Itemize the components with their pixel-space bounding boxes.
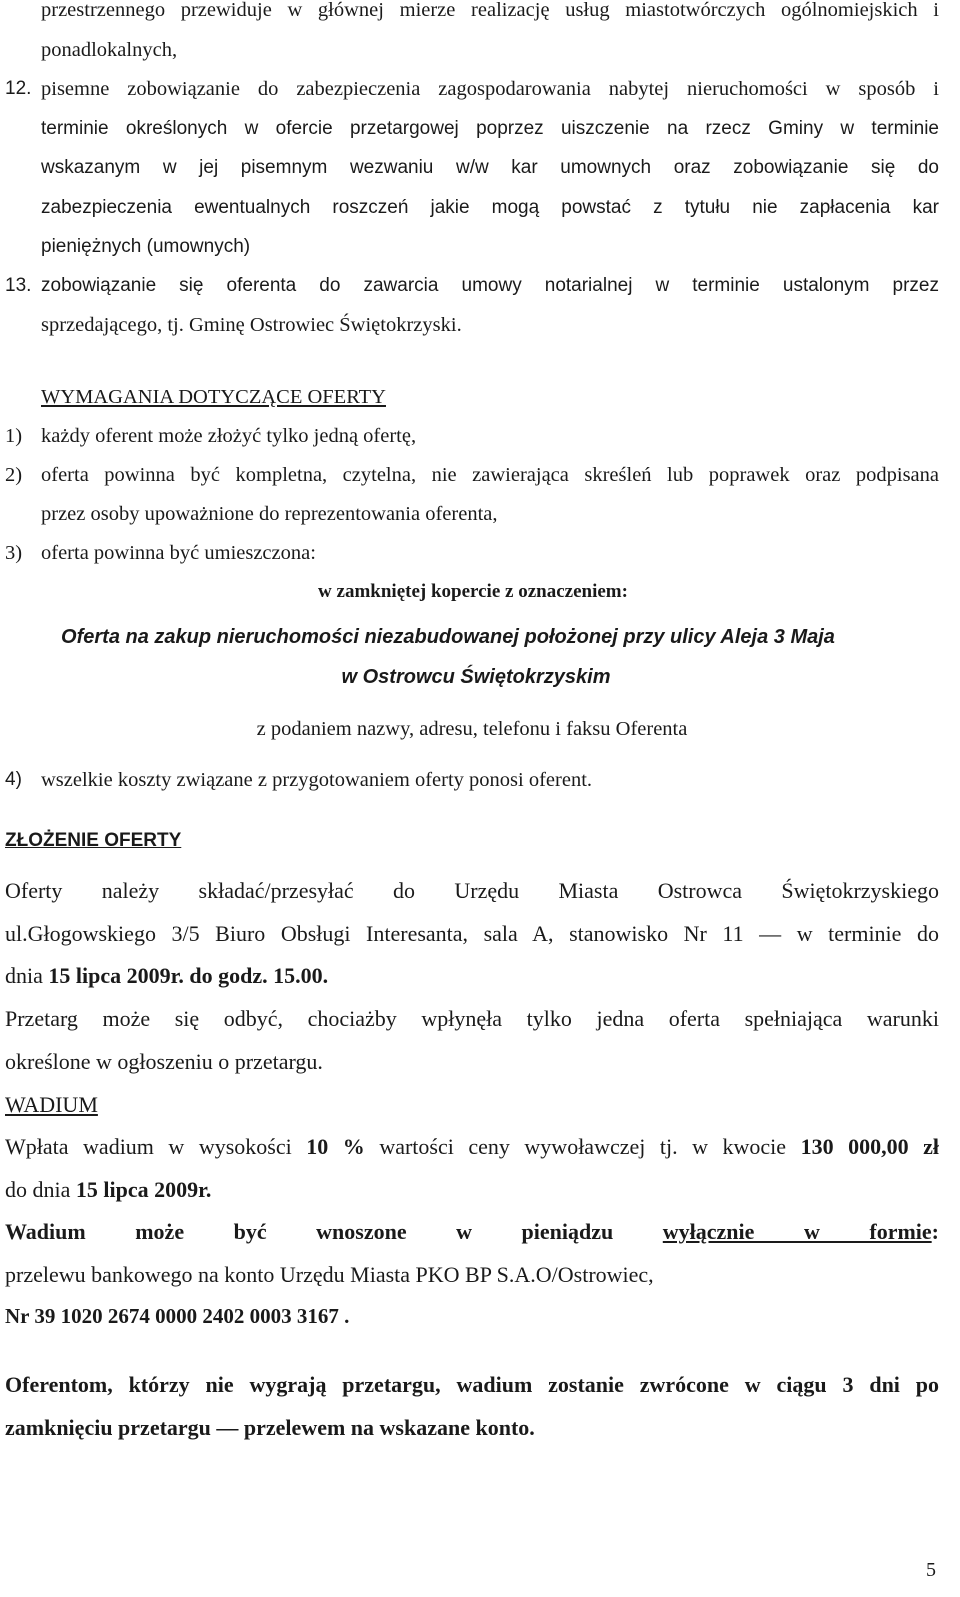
deposit-l1-a: Wpłata wadium w wysokości (5, 1134, 307, 1159)
deposit-date: 15 lipca 2009r. (75, 1177, 212, 1202)
item12-line-2: terminie określonych w ofercie przetargowej poprzez uiszczenie na rzecz Gminy w terminie (41, 118, 939, 139)
req-item3-number: 3) (5, 542, 23, 564)
req-item3-text: oferta powinna być umieszczona: (41, 542, 316, 564)
deposit-heading: WADIUM (5, 1092, 98, 1117)
item11-line-2: ponadlokalnych, (41, 39, 178, 61)
deposit-line-1 (5, 1134, 939, 1160)
submission-line-1: Oferty należy składać/przesyłać do Urzędu Miasta Ostrowca Świętokrzyskiego (5, 878, 939, 903)
deposit-line-6: Oferentom, którzy nie wygrają przetargu, wadium zostanie zwrócone w ciągu 3 dni po (5, 1372, 939, 1397)
submission-date-prefix: dnia (5, 963, 49, 988)
deposit-l1-c: wartości ceny wywoławczej tj. w kwocie (364, 1134, 801, 1159)
deposit-amount: 130 000,00 zł (800, 1134, 940, 1159)
page-number: 5 (926, 1559, 936, 1581)
submission-line-2: ul.Głogowskiego 3/5 Biuro Obsługi Interesanta, sala A, stanowisko Nr 11 — w terminie do (5, 921, 939, 946)
deposit-percent: 10 % (306, 1134, 365, 1159)
req-item4-number: 4) (5, 769, 22, 790)
offer-title-line-2: w Ostrowcu Świętokrzyskim (341, 666, 611, 688)
req-item4-text: wszelkie koszty związane z przygotowaniem oferty ponosi oferent. (41, 769, 593, 791)
item12-line-1: pisemne zobowiązanie do zabezpieczenia zagospodarowania nabytej nieruchomości w sposób i (41, 78, 939, 100)
req-item1-text: każdy oferent może złożyć tylko jedną ofertę, (41, 425, 417, 447)
deposit-l3-colon: : (931, 1219, 939, 1244)
deposit-l3-a: Wadium może być wnoszone w pieniądzu (5, 1219, 663, 1244)
item12-number: 12. (5, 78, 32, 99)
deposit-line-7: zamknięciu przetargu — przelewem na wskazane konto. (5, 1415, 535, 1440)
submission-heading: ZŁOŻENIE OFERTY (5, 830, 182, 851)
item12-line-3: wskazanym w jej pisemnym wezwaniu w/w kar umownych oraz zobowiązanie się do (41, 157, 939, 178)
req-item2-line-1: oferta powinna być kompletna, czytelna, nie zawierająca skreśleń lub poprawek oraz podpisana (41, 464, 939, 486)
requirements-heading: WYMAGANIA DOTYCZĄCE OFERTY (41, 386, 386, 408)
offer-note: z podaniem nazwy, adresu, telefonu i faksu Oferenta (256, 718, 688, 740)
submission-line-4: Przetarg może się odbyć, chociażby wpłynęła tylko jedna oferta spełniająca warunki (5, 1006, 939, 1031)
deposit-line-3 (5, 1219, 939, 1245)
deposit-l3-form: wyłącznie w formie (662, 1219, 932, 1244)
req-item2-number: 2) (5, 464, 23, 486)
item13-line-2: sprzedającego, tj. Gminę Ostrowiec Świętokrzyski. (41, 314, 462, 336)
item12-line-4: zabezpieczenia ewentualnych roszczeń jakie mogą powstać z tytułu nie zapłacenia kar (41, 197, 939, 218)
deposit-l2-a: do dnia (5, 1177, 76, 1202)
submission-deadline: 15 lipca 2009r. do godz. 15.00. (48, 963, 329, 988)
item12-line-5: pieniężnych (umownych) (41, 236, 251, 257)
item13-number: 13. (5, 275, 32, 296)
deposit-account-number: Nr 39 1020 2674 0000 2402 0003 3167 . (5, 1304, 350, 1328)
submission-line-3 (5, 963, 328, 989)
item13-line-1: zobowiązanie się oferenta do zawarcia umowy notarialnej w terminie ustalonym przez (41, 275, 939, 296)
item11-line-1: przestrzennego przewiduje w głównej mierze realizację usług miastotwórczych ogólnomiejskich i (41, 0, 939, 21)
req-item2-line-2: przez osoby upoważnione do reprezentowania oferenta, (41, 503, 498, 525)
deposit-line-4: przelewu bankowego na konto Urzędu Miasta PKO BP S.A.O/Ostrowiec, (5, 1262, 654, 1287)
offer-title-line-1: Oferta na zakup nieruchomości niezabudowanej położonej przy ulicy Aleja 3 Maja (61, 626, 835, 648)
req-item1-number: 1) (5, 425, 23, 447)
submission-line-5: określone w ogłoszeniu o przetargu. (5, 1049, 323, 1074)
deposit-line-2 (5, 1177, 211, 1203)
envelope-label: w zamkniętej kopercie z oznaczeniem: (318, 581, 628, 602)
